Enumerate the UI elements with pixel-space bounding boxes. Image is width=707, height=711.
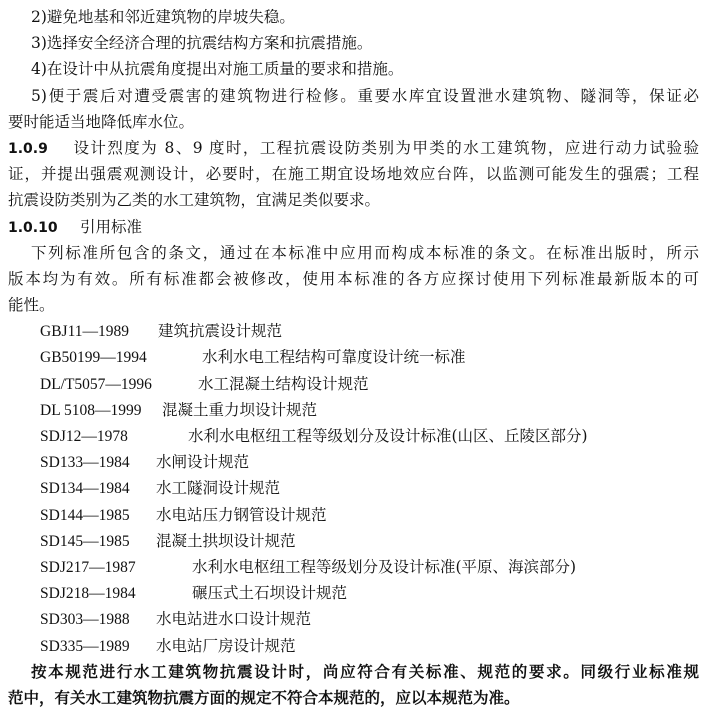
standard-row [8,449,699,475]
section-text: 证，并提出强震观测设计，必要时，在施工期宜设场地效应台阵，以监测可能发生的强震；工程 [8,165,699,184]
standard-title: 水工混凝土结构设计规范 [198,374,369,393]
standard-code: SD335—1989 [40,637,130,655]
standard-code: SD133—1984 [40,454,130,472]
standard-code: DL 5108—1999 [40,401,142,419]
standard-code: GBJ11—1989 [40,323,129,341]
standard-row [8,580,699,606]
standard-row [8,397,699,423]
closing-text: 按本规范进行水工建筑物抗震设计时，尚应符合有关标准、规范的要求。同级行业标准规 [31,661,699,681]
section-text: 下列标准所包含的条文，通过在本标准中应用而构成本标准的条文。在标准出版时，所示 [31,243,699,262]
standard-row [8,475,699,501]
standard-row [8,423,699,449]
standard-row [8,344,699,370]
closing-text: 范中，有关水工建筑物抗震方面的规定不符合本规范的，应以本规范为准。 [8,687,520,707]
section-text: 抗震设防类别为乙类的水工建筑物，宜满足类似要求。 [8,191,381,210]
standard-title: 水闸设计规范 [156,453,250,472]
standard-row [8,371,699,397]
standard-code: SD144—1985 [40,506,130,524]
item-text: 4)在设计中从抗震角度提出对施工质量的要求和措施。 [31,60,404,79]
section-text-line [8,266,699,292]
standard-code: SDJ217—1987 [40,558,136,576]
standard-title: 水利水电枢纽工程等级划分及设计标准(平原、海滨部分) [192,557,577,576]
section-text-line [8,187,699,213]
standard-title: 水电站进水口设计规范 [156,610,312,629]
standard-code: SD145—1985 [40,532,130,550]
list-item [8,30,699,56]
item-text: 要时能适当地降低库水位。 [8,112,195,131]
standard-row [8,606,699,632]
list-item-continuation [8,109,699,135]
item-text: 5)便于震后对遭受震害的建筑物进行检修。重要水库宜设置泄水建筑物、隧洞等，保证必 [31,86,699,105]
list-item [8,83,699,109]
item-text: 3)选择安全经济合理的抗震结构方案和抗震措施。 [31,34,373,53]
standard-title: 水利水电工程结构可靠度设计统一标准 [202,348,466,367]
standard-code: SDJ218—1984 [40,585,136,603]
standard-code: DL/T5057—1996 [40,375,152,393]
section-number: 1.0.10 [8,219,58,236]
standard-title: 水电站厂房设计规范 [156,636,296,655]
standard-row [8,502,699,528]
list-item [8,56,699,82]
section-text: 设计烈度为 8、9 度时，工程抗震设防类别为甲类的水工建筑物，应进行动力试验验 [72,138,699,157]
standard-title: 混凝土重力坝设计规范 [162,400,318,419]
standard-row [8,633,699,659]
section-1-0-9 [8,135,699,161]
section-text-line [8,161,699,187]
section-text: 版本均为有效。所有标准都会被修改，使用本标准的各方应探讨使用下列标准最新版本的可 [8,269,699,288]
standard-title: 水利水电枢纽工程等级划分及设计标准(山区、丘陵区部分) [188,427,588,445]
standard-row [8,554,699,580]
closing-text-line [8,659,699,685]
standard-code: SD134—1984 [40,480,130,498]
standard-title: 建筑抗震设计规范 [158,322,283,341]
section-text-line [8,292,699,318]
standard-title: 碾压式土石坝设计规范 [192,584,348,603]
section-number: 1.0.9 [8,140,48,157]
standard-title: 水电站压力钢管设计规范 [156,505,327,524]
list-item [8,4,699,30]
closing-text-line [8,685,699,711]
standard-code: SDJ12—1978 [40,428,128,445]
section-text: 能性。 [8,296,55,315]
standard-title: 水工隧洞设计规范 [156,479,281,498]
standard-row [8,318,699,344]
standard-code: SD303—1988 [40,611,130,629]
standards-list [8,318,699,658]
section-title: 引用标准 [80,217,143,236]
standard-code: GB50199—1994 [40,349,147,367]
standard-title: 混凝土拱坝设计规范 [156,531,296,550]
standard-row [8,528,699,554]
section-1-0-10-heading [8,214,699,240]
section-text-line [8,240,699,266]
item-text: 2)避免地基和邻近建筑物的岸坡失稳。 [31,8,295,26]
